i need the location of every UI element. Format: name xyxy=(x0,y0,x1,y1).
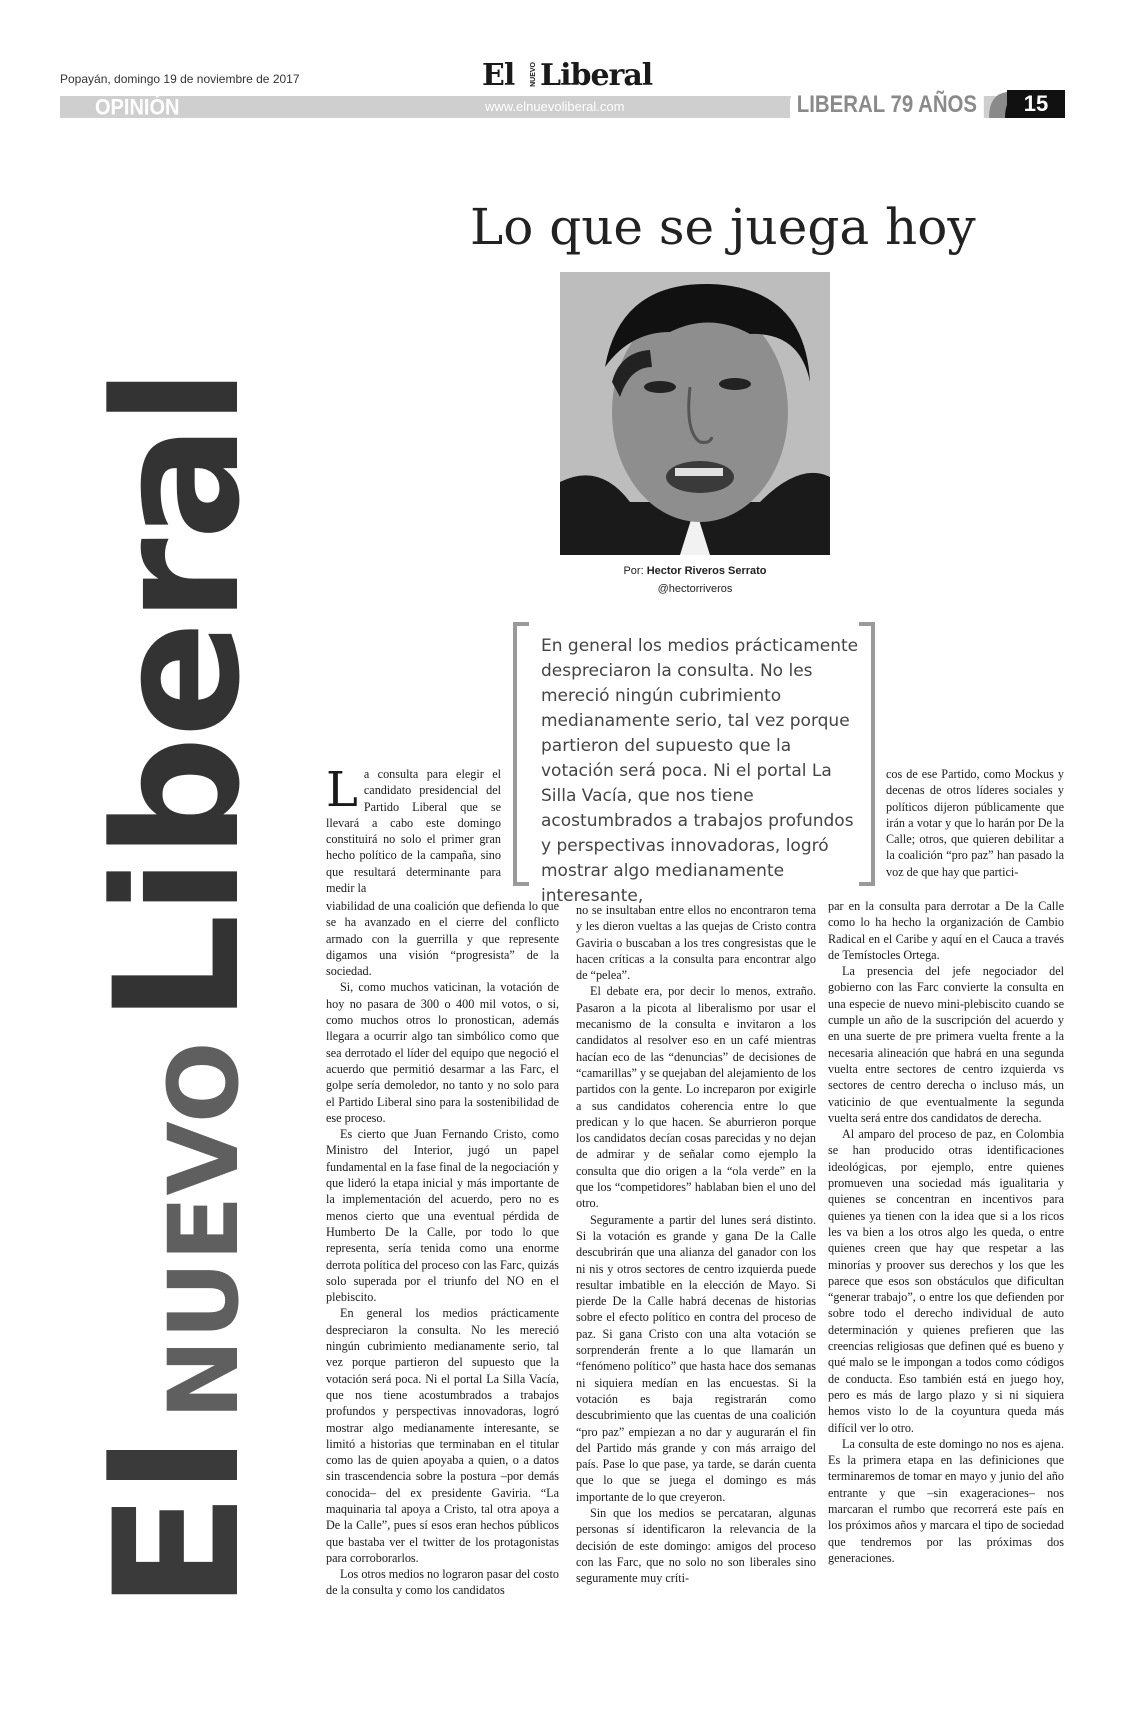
drop-cap: L xyxy=(326,762,358,818)
author-name: Hector Riveros Serrato xyxy=(646,565,767,577)
paragraph: par en la consulta para derrotar a De la Calle como lo ha hecho la organización de Cambio Radical en el Caribe y aquí en el Cauca a través de Temístocles Ortega. xyxy=(828,899,1064,962)
vertical-logo-text xyxy=(77,300,278,1610)
paragraph: Al amparo del proceso de paz, en Colombia se han producido otras identificaciones ideológicas, por ejemplo, entre quienes promueven una sociedad más igualitaria y quienes se concentran en incentivos para quienes ya tienen con la idea que si a los ricos les va bien a los otros algo les queda, o entre quienes creen que hay que respetar a las minorías y proover sus derechos y los que les parece que esos son obstáculos que dificultan “generar trabajo”, o entre los que defienden por sobre todo el derecho individual de auto determinación y quienes prefieren que las creencias religiosas que definen qué es bueno y qué malo se le impongan a todos como códigos de conducta. Eso también está en juego hoy, pero es más de largo plazo y si ni siquiera hemos visto lo de la coyuntura queda más difícil ver lo otro. xyxy=(828,1127,1064,1435)
paragraph: Sin que los medios se percataran, algunas personas sí identificaron la relevancia de la decisión de este domingo: amigos del proceso con las Farc, que no solo no son liberales sino seguramente muy críti- xyxy=(576,1505,816,1586)
column-3-intro: cos de ese Partido, como Mockus y decenas de otros líderes sociales y políticos dijeron públicamente que irán a votar y que lo harán por De la Calle; otros, que quieren debilitar a la coalición “pro paz” han pasado la voz de que hay que partici- xyxy=(886,767,1064,879)
paragraph: Si, como muchos vaticinan, la votación de hoy no pasara de 300 o 400 mil votos, o si, como muchos otros lo pronostican, además llegara a ocurrir algo tan simbólico como que sea derrotado el líder del equipo que negoció el acuerdo que permitió desarmar a las Farc, el golpe sería demoledor, no tanto y no solo para el Partido Liberal sino para la sostenibilidad de ese proceso. xyxy=(326,980,559,1125)
byline-line xyxy=(560,562,830,580)
vertical-logo-nuevo: NUEVO xyxy=(148,1041,260,1420)
section-bar xyxy=(60,91,1065,121)
paragraph: no se insultaban entre ellos no encontraron tema y les dieron vueltas a las quejas de Cristo contra Gaviria o buscaban a los tres congresistas que le hacen críticas a la consulta para encontrar algo de “pelea”. xyxy=(576,903,816,983)
logo-el: El xyxy=(482,58,515,93)
paragraph: viabilidad de una coalición que defienda lo que se ha avanzado en el cierre del conflicto armado con la guerrilla y que represente digamos una visión “progresista” de la sociedad. xyxy=(326,899,559,979)
logo-nuevo: NUEVO xyxy=(530,62,537,87)
logo-liberal: Liberal xyxy=(540,58,653,93)
paragraph: La consulta de este domingo no nos es ajena. Es la primera etapa en las definiciones que terminaremos de tomar en mayo y junio del año entrante y que –sin exageraciones– nos marcaran el rumbo que recorrerá este país en los próximos años y marcara el tipo de sociedad que tendremos por las próximas dos generaciones. xyxy=(828,1436,1064,1565)
column-1 xyxy=(326,898,559,1599)
vertical-logo-liberal: Liberal xyxy=(77,369,278,1024)
author-photo xyxy=(560,272,830,555)
pull-quote xyxy=(513,622,875,906)
byline xyxy=(560,562,830,598)
anniversary-tag: LIBERAL 79 AÑOS xyxy=(790,90,984,118)
column-1-intro xyxy=(326,762,501,896)
quote-bracket-left-icon xyxy=(513,622,529,886)
column-3 xyxy=(828,898,1064,1566)
page-number: 15 xyxy=(1007,90,1065,118)
vertical-logo-el: El xyxy=(77,1437,278,1610)
paragraph: La presencia del jefe negociador del gobierno con las Farc convierte la consulta en una especie de nuevo mini-plebiscito cuando se cumple un año de la suscripción del acuerdo y en una suerte de pre primera vuelta frente a la necesaria alineación que habrá en una segunda vuelta entre sectores de centro izquierda vs sectores de centro derecha o incluso más, un vaticinio de que eventualmente la segunda vuelta será entre dos candidatos de derecha. xyxy=(828,964,1064,1125)
paragraph: En general los medios prácticamente despreciaron la consulta. No les mereció ningún cubrimiento medianamente serio, tal vez porque partieron del supuesto que la votación será poca. Ni el portal La Silla Vacía, que nos tiene acostumbrados a trabajos profundos y perspectivas innovadoras, logró mostrar algo medianamente interesante, se limitó a historias que terminaban en el titular como las de quien apoyaba a quien, o a datos sin trascendencia sobre la postura –por demás conocida– del ex presidente Gaviria. “La maquinaria tal apoya a Cristo, tal otra apoya a De la Calle”, pues sí esos eran hechos públicos que bastaba ver el twitter de los protagonistas para corroborarlos. xyxy=(326,1306,559,1565)
byline-prefix: Por: xyxy=(623,565,644,577)
section-title: OPINIÓN xyxy=(95,95,180,121)
paragraph: El debate era, por decir lo menos, extraño. Pasaron a la picota al liberalismo por usar el mecanismo de la consulta e invitaron a los candidatos al resolver eso en un café mientras hacían eco de las “denuncias” de decisiones de “camarillas” y se quejaban del alejamiento de los partidos con la gente. Lo increparon por exigirle a sus candidatos coherencia entre lo que predican y lo que hacen. Se aburrieron porque los candidatos decían cosas parecidas y no dejan de admirar y de señalar como ejemplo la consulta que dio origen a la “ola verde” en la que los “competidores” hablaban bien el uno del otro. xyxy=(576,984,816,1211)
paragraph: Seguramente a partir del lunes será distinto. Si la votación es grande y gana De la Calle descubrirán que una alianza del ganador con los ni nis y otros sectores de centro izquierda puede resultar imbatible en la elección de Mayo. Si pierde De la Calle habrá decenas de historias sobre el efecto político en contra del proceso de paz. Si gana Cristo con una alta votación se sorprenderán frente a lo que llamarán un “fenómeno político” que hasta hace dos semanas ni siquiera medían en las encuestas. Si la votación es baja registrarán como descubrimiento que las cuentas de una coalición “pro paz” empiezan a no dar y augurarán el fin del Partido más grande y con más arraigo del país. Pase lo que pase, ya tarde, se darán cuenta que lo que se juega el domingo es más importante de lo que creyeron. xyxy=(576,1212,816,1504)
column-1-intro-text: a consulta para elegir el candidato presidencial del Partido Liberal que se llevará a cabo este domingo constituirá no solo el primer gran hecho político de la campaña, sino que resultará determinante para medir la xyxy=(326,767,501,896)
vertical-logo xyxy=(70,300,280,1620)
website-url[interactable]: www.elnuevoliberal.com xyxy=(485,99,625,114)
newspaper-logo[interactable] xyxy=(480,52,653,93)
pull-quote-text: En general los medios prácticamente despreciaron la consulta. No les mereció ningún cubrimiento medianamente serio, tal vez porque partieron del supuesto que la votación será poca. Ni el portal La Silla Vacía, que nos tiene acostumbrados a trabajos profundos y perspectivas innovadoras, logró mostrar algo medianamente interesante, xyxy=(541,636,859,906)
column-2 xyxy=(576,902,816,1586)
author-handle[interactable]: @hectorriveros xyxy=(657,583,733,595)
paragraph: Es cierto que Juan Fernando Cristo, como Ministro del Interior, jugó un papel fundamental en la fase final de la negociación y que lideró la etapa inicial y más importante de la implementación del acuerdo, pero no es menos cierto que una eventual pérdida de Humberto De la Calle, por todo lo que representa, sería tenida como una enorme derrota política del proceso con las Farc, quizás solo superada por el triunfo del NO en el plebiscito. xyxy=(326,1127,559,1305)
headline: Lo que se juega hoy xyxy=(470,198,976,256)
paragraph: Los otros medios no lograron pasar del costo de la consulta y como los candidatos xyxy=(326,1567,559,1598)
date-line: Popayán, domingo 19 de noviembre de 2017 xyxy=(60,72,300,86)
